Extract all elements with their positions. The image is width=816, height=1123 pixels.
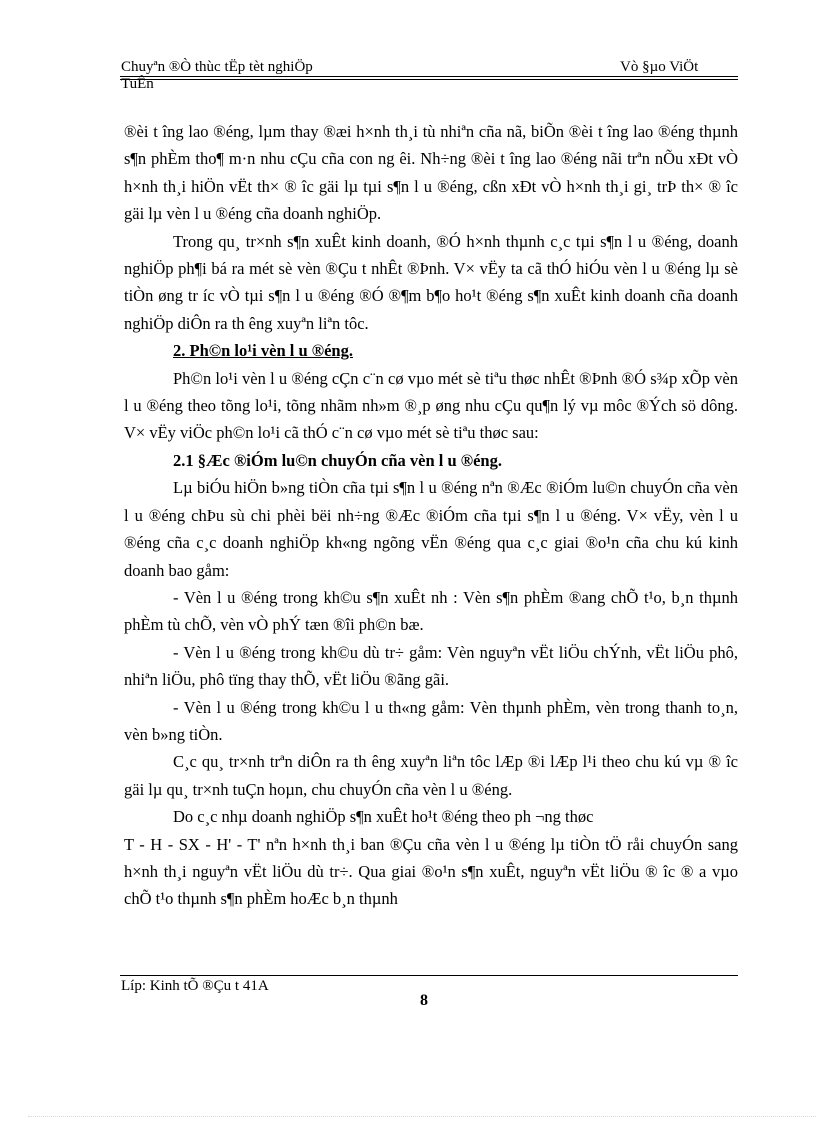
footer-rule [120, 975, 738, 976]
section-heading-text: 2. Ph©n lo¹i vèn l u ®éng. [173, 341, 353, 361]
page-bottom-border [28, 1116, 816, 1117]
paragraph: Lµ biÓu hiÖn b»ng tiÒn cña tµi s¶n l u ®éng nªn ®Æc ®iÓm lu©n chuyÓn cña vèn l u ®éng chÞu sù chi phèi bëi nh÷ng ®Æc ®iÓm cña tµi s¶n l u ®éng. V× vËy, vèn l u ®éng cña c¸c doanh nghiÖp kh«ng ngõng vËn ®éng qua c¸c giai ®o¹n cña chu kú kinh doanh bao gåm: [124, 478, 738, 580]
list-item: - Vèn l u ®éng trong kh©u s¶n xuÊt nh : Vèn s¶n phÈm ®ang chÕ t¹o, b¸n thµnh phÈm tù chÕ, vèn vÒ phÝ tæn ®îi ph©n bæ. [124, 587, 738, 635]
paragraph: Trong qu¸ tr×nh s¶n xuÊt kinh doanh, ®Ó h×nh thµnh c¸c tµi s¶n l u ®éng, doanh nghiÖp ph¶i bá ra mét sè vèn ®Çu t nhÊt ®Þnh. V× vËy ta cã thÓ hiÓu vèn l u ®éng lµ sè tiÒn øng tr íc vÒ tµi s¶n l u ®éng ®Ó ®¶m b¶o ho¹t ®éng s¶n xuÊt kinh doanh cña doanh nghiÖp diÔn ra th êng xuyªn liªn tôc. [124, 231, 738, 333]
header-title-line1: Chuyªn ®Ò thùc tËp tèt nghiÖp [121, 59, 313, 75]
subsection-heading: 2.1 §Æc ®iÓm lu©n chuyÓn cña vèn l u ®éng. [173, 450, 502, 470]
page-number: 8 [420, 992, 428, 1009]
paragraph: C¸c qu¸ tr×nh trªn diÔn ra th êng xuyªn liªn tôc lÆp ®i lÆp l¹i theo chu kú vµ ® îc gäi lµ qu¸ tr×nh tuÇn hoµn, chu chuyÓn cña vèn l u ®éng. [124, 752, 738, 799]
header-rule-double [120, 79, 738, 80]
list-item: - Vèn l u ®éng trong kh©u l u th«ng gåm: Vèn thµnh phÈm, vèn trong thanh to¸n, vèn b»ng tiÒn. [124, 697, 738, 744]
header-rule [120, 76, 738, 77]
running-header-author: Vò §µo ViÖt [620, 59, 699, 75]
paragraph: Ph©n lo¹i vèn l u ®éng cÇn c¨n cø vµo mét sè tiªu thøc nhÊt ®Þnh ®Ó s¾p xÕp vèn l u ®éng theo tõng lo¹i, tõng nhãm nh»m ®¸p øng nhu cÇu qu¶n lý vµ môc ®Ých sö dông. V× vËy viÖc ph©n lo¹i cã thÓ c¨n cø vµo mét sè tiªu thøc sau: [124, 368, 738, 443]
section-heading [124, 337, 738, 364]
list-item: - Vèn l u ®éng trong kh©u dù tr÷ gåm: Vèn nguyªn vËt liÖu chÝnh, vËt liÖu phô, nhiªn liÖu, phô tïng thay thÕ, vËt liÖu ®ãng gãi. [124, 642, 738, 690]
header-title-line2: TuÊn [121, 76, 154, 92]
paragraph: ®èi t îng lao ®éng, lµm thay ®æi h×nh th¸i tù nhiªn cña nã, biÕn ®èi t îng lao ®éng thµnh s¶n phÈm tho¶ m·n nhu cÇu cña con ng êi. Nh÷ng ®èi t îng lao ®éng nãi trªn nÕu xÐt vÒ h×nh th¸i hiÖn vËt th× ® îc gäi lµ tµi s¶n l u ®éng, cßn xÐt vÒ h×nh th¸i gi¸ trÞ th× ® îc gäi lµ vèn l u ®éng cña doanh nghiÖp. [124, 122, 738, 224]
footer-class-label: Líp: Kinh tÕ ®Çu t 41A [121, 978, 269, 994]
paragraph: T - H - SX - H' - T' nªn h×nh th¸i ban ®Çu cña vèn l u ®éng lµ tiÒn tÖ råi chuyÓn sang h×nh th¸i nguyªn vËt liÖu dù tr÷. Qua giai ®o¹n s¶n xuÊt, nguyªn vËt liÖu ® îc ® a vµo chÕ t¹o thµnh s¶n phÈm hoÆc b¸n thµnh [124, 834, 738, 909]
body-text [124, 118, 738, 913]
paragraph: Do c¸c nhµ doanh nghiÖp s¶n xuÊt ho¹t ®éng theo ph ¬ng thøc [173, 807, 594, 827]
